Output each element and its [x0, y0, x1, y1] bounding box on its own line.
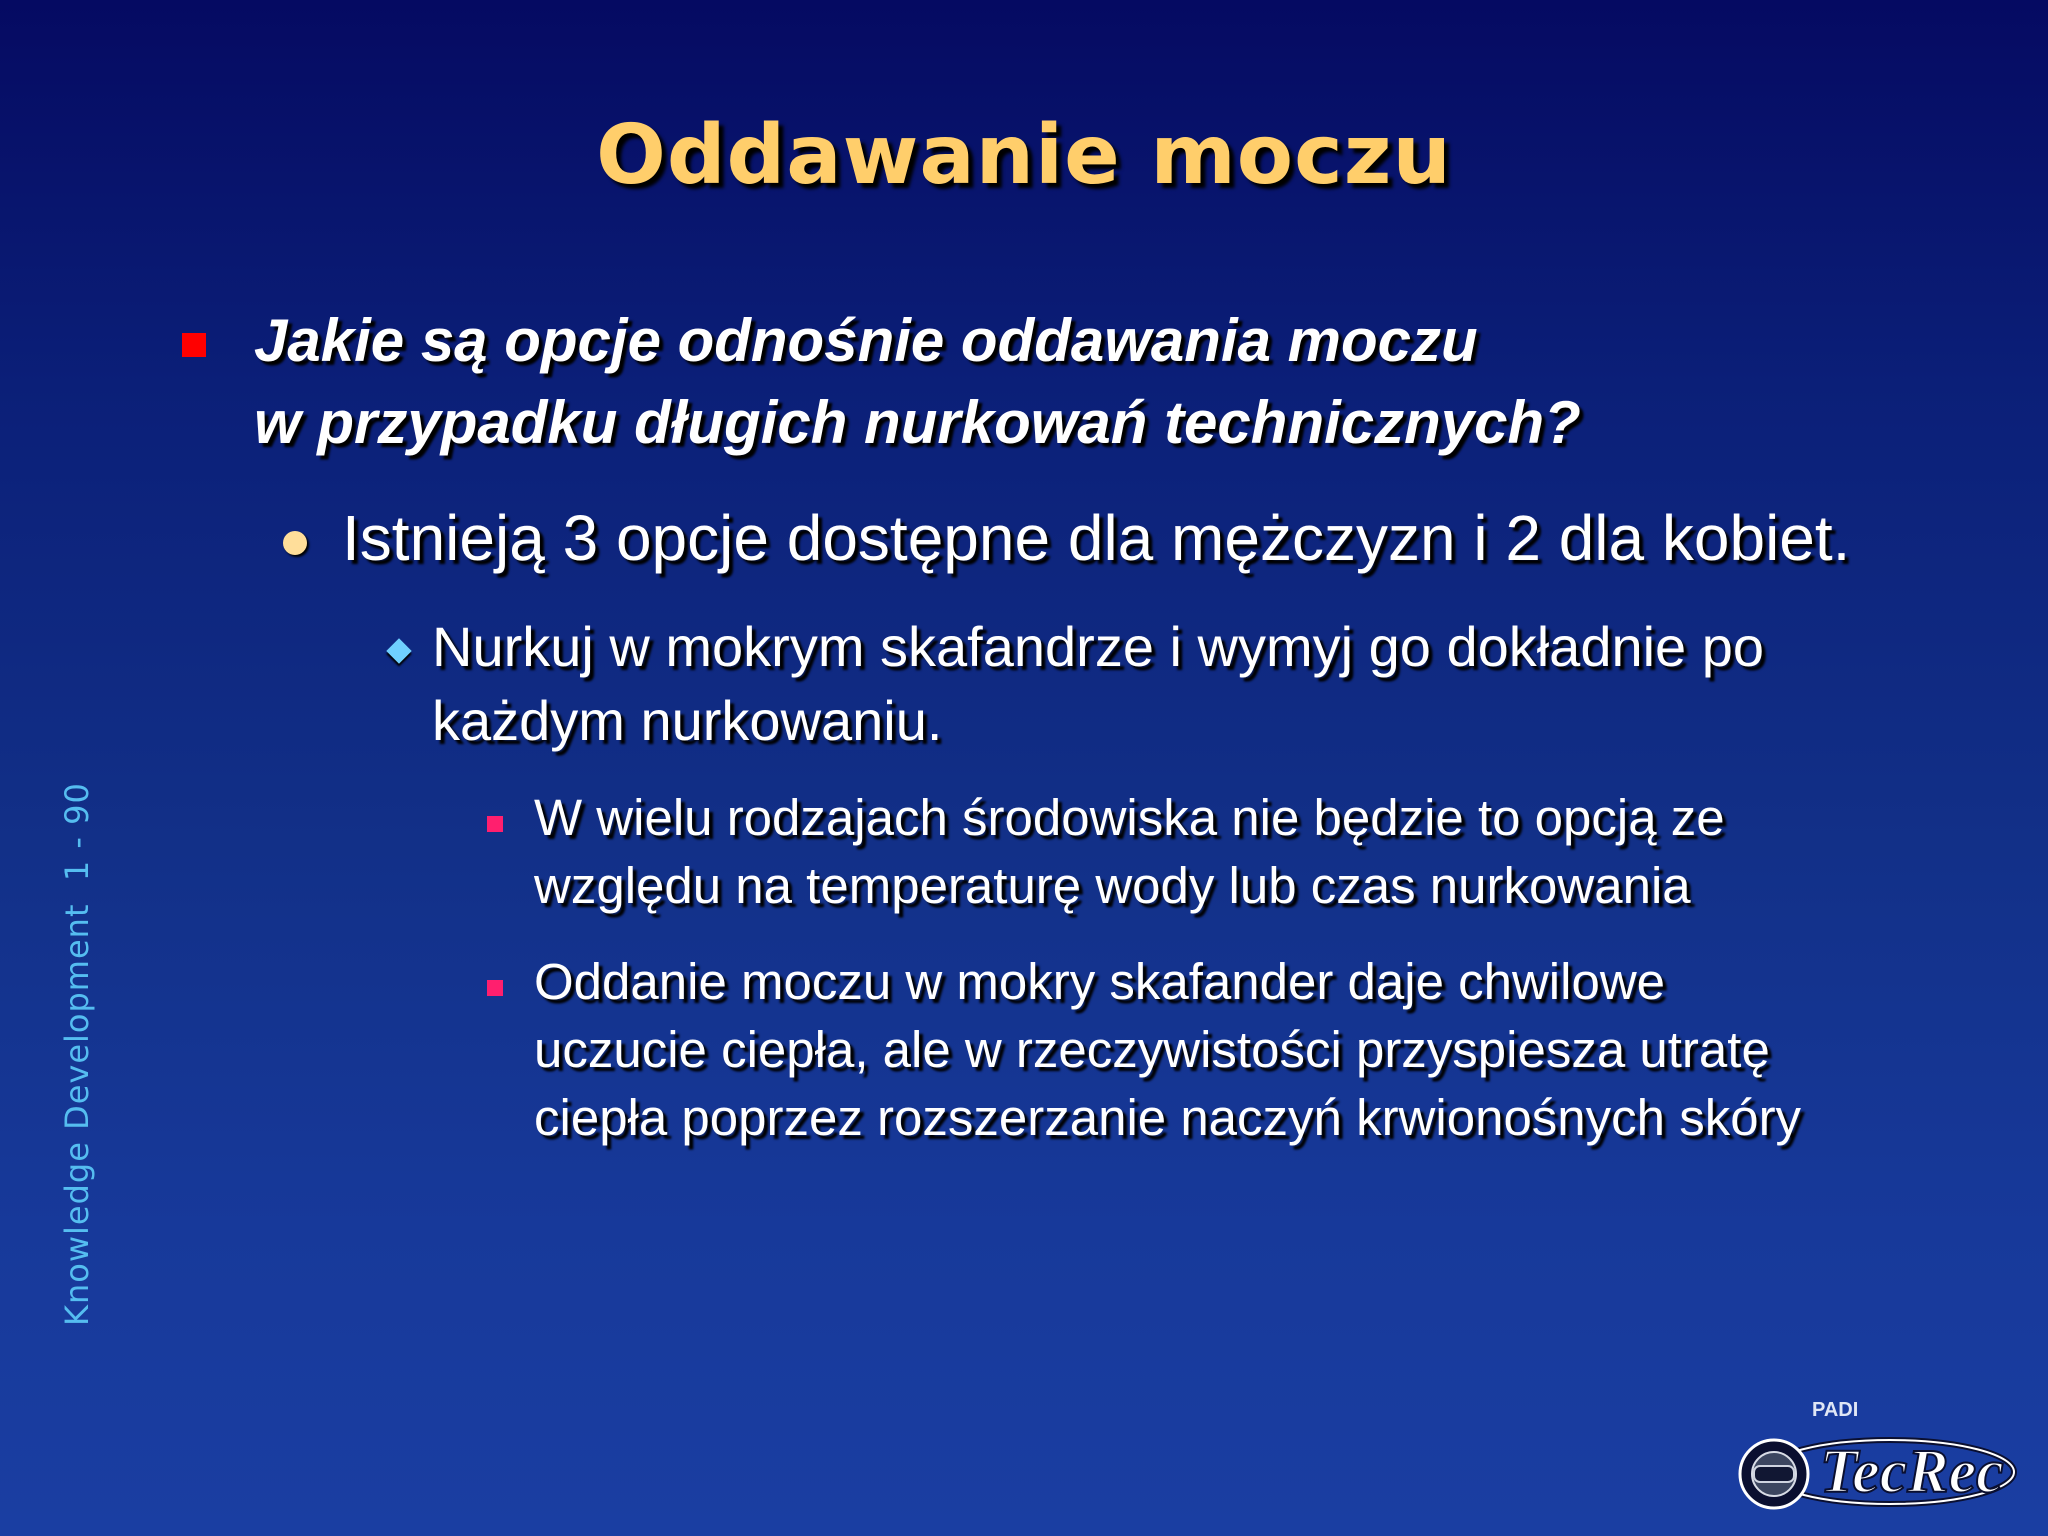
question-line-1: Jakie są opcje odnośnie oddawania moczu	[254, 307, 1478, 374]
side-label: Knowledge Development 1 - 90	[58, 782, 96, 1326]
diamond-bullet-icon	[386, 638, 411, 663]
level3-line-1: Nurkuj w mokrym skafandrze i wymyj go dokładnie po	[432, 615, 1765, 678]
level4-line: Oddanie moczu w mokry skafander daje chwilowe	[534, 953, 1666, 1010]
level3-line-2: każdym nurkowaniu.	[432, 689, 943, 752]
level2-text: Istnieją 3 opcje dostępne dla mężczyzn i 2 dla kobiet.	[342, 502, 1851, 574]
level4-item	[534, 784, 2014, 920]
small-square-bullet-icon	[487, 980, 503, 996]
level3-text	[432, 610, 2012, 758]
level4-line: W wielu rodzajach środowiska nie będzie to opcją ze	[534, 789, 1725, 846]
small-square-bullet-icon	[487, 816, 503, 832]
level4-item	[534, 948, 2034, 1152]
question-text	[254, 300, 1581, 464]
padi-tecrec-logo	[1700, 1390, 2020, 1520]
logo-main-text: TecRec	[1820, 1438, 2004, 1506]
diver-helmet-icon	[1740, 1440, 1808, 1508]
square-bullet-icon	[182, 333, 206, 357]
logo-top-text: PADI	[1812, 1399, 1859, 1421]
dot-bullet-icon	[283, 531, 307, 555]
level4-line: względu na temperaturę wody lub czas nurkowania	[534, 857, 1691, 914]
level4-line: ciepła poprzez rozszerzanie naczyń krwionośnych skóry	[534, 1089, 1802, 1146]
slide-title: Oddawanie moczu	[596, 108, 1452, 203]
question-line-2: w przypadku długich nurkowań technicznych?	[254, 389, 1581, 456]
level4-line: uczucie ciepła, ale w rzeczywistości przyspiesza utratę	[534, 1021, 1770, 1078]
